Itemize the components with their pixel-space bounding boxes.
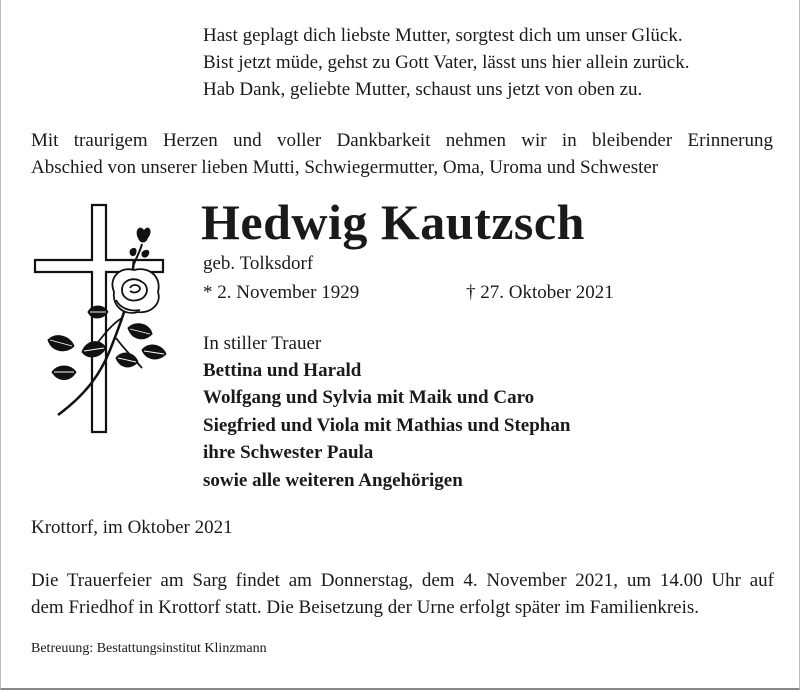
intro-text [31, 127, 773, 181]
ceremony-text [31, 567, 774, 621]
mourner-item: Bettina und Harald [203, 360, 362, 381]
ceremony-line: Die Trauerfeier am Sarg findet am Donnerstag, dem 4. November 2021, um 14.00 Uhr auf [31, 570, 774, 591]
mourner-item: sowie alle weiteren Angehörigen [203, 469, 463, 491]
intro-line: Mit traurigem Herzen und voller Dankbarkeit nehmen wir in bleibender Erinnerung [31, 130, 773, 151]
poem [203, 22, 689, 103]
mourner-item: Siegfried und Viola mit Mathias und Stephan [203, 414, 571, 436]
cross-with-rose-icon [30, 200, 170, 440]
maiden-name: geb. Tolksdorf [203, 253, 314, 274]
death-date: † 27. Oktober 2021 [466, 282, 614, 303]
mourning-label: In stiller Trauer [203, 333, 322, 354]
place-date: Krottorf, im Oktober 2021 [31, 517, 233, 538]
poem-line: Bist jetzt müde, gehst zu Gott Vater, lässt uns hier allein zurück. [203, 52, 690, 73]
ceremony-line: dem Friedhof in Krottorf statt. Die Beisetzung der Urne erfolgt später im Familienkreis. [31, 597, 699, 618]
poem-line: Hast geplagt dich liebste Mutter, sorgtest dich um unser Glück. [203, 25, 683, 46]
intro-line: Abschied von unserer lieben Mutti, Schwiegermutter, Oma, Uroma und Schwester [31, 157, 659, 178]
funeral-care-note: Betreuung: Bestattungsinstitut Klinzmann [31, 641, 267, 656]
poem-line: Hab Dank, geliebte Mutter, schaust uns jetzt von oben zu. [203, 79, 643, 100]
mourners-list [203, 357, 570, 494]
mourner-item: ihre Schwester Paula [203, 442, 374, 464]
deceased-name: Hedwig Kautzsch [201, 194, 585, 250]
birth-date: * 2. November 1929 [203, 282, 360, 303]
mourner-item: Wolfgang und Sylvia mit Maik und Caro [203, 387, 535, 409]
